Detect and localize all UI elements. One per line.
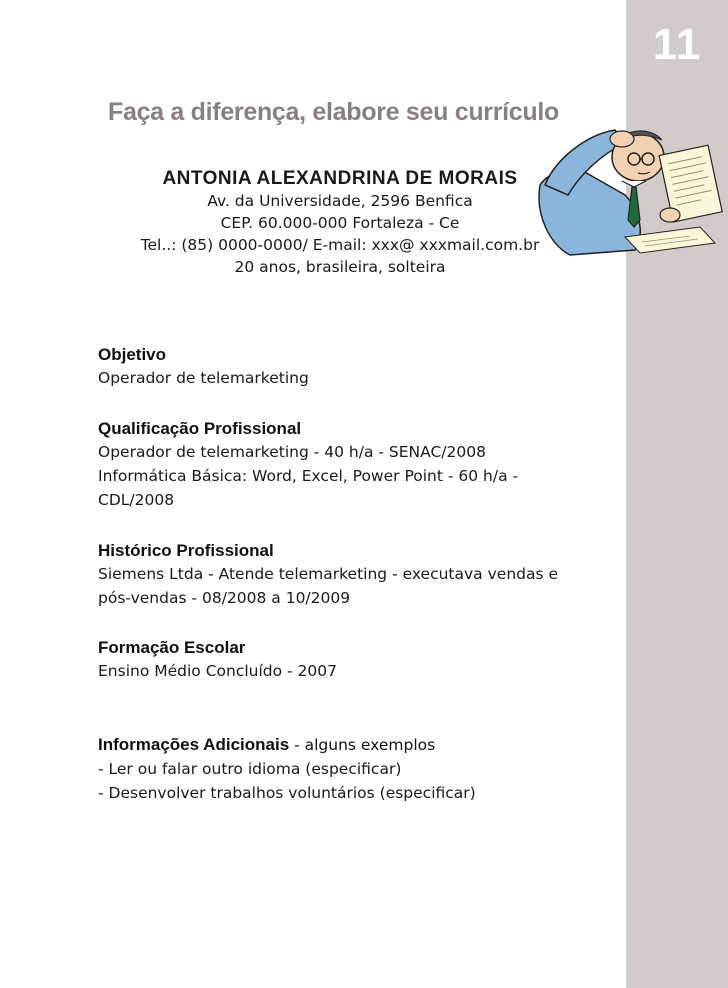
section-historico	[98, 539, 618, 610]
section-informacoes	[98, 733, 618, 805]
section-title-note: - alguns exemplos	[289, 736, 436, 754]
section-title: Informações Adicionais	[98, 735, 290, 754]
section-line: Informática Básica: Word, Excel, Power Point - 60 h/a -	[98, 467, 519, 485]
section-line: - Desenvolver trabalhos voluntários (especificar)	[98, 784, 476, 802]
section-line: Siemens Ltda - Atende telemarketing - executava vendas e	[98, 565, 559, 583]
personal-info-line: 20 anos, brasileira, solteira	[234, 258, 446, 276]
section-qualificacao	[98, 417, 618, 512]
section-line: Operador de telemarketing - 40 h/a - SENAC/2008	[98, 443, 486, 461]
page-number: 11	[652, 20, 702, 69]
section-title-row	[98, 733, 618, 757]
section-formacao	[98, 636, 618, 683]
section-title: Qualificação Profissional	[98, 419, 302, 438]
resume-header	[100, 168, 580, 278]
section-line: - Ler ou falar outro idioma (especificar)	[98, 760, 402, 778]
address-line: Av. da Universidade, 2596 Benfica	[207, 192, 473, 210]
cep-line: CEP. 60.000-000 Fortaleza - Ce	[220, 214, 460, 232]
section-title: Objetivo	[98, 345, 167, 364]
page-headline: Faça a diferença, elabore seu currículo	[108, 98, 559, 126]
section-line: pós-vendas - 08/2008 a 10/2009	[98, 589, 351, 607]
section-line: CDL/2008	[98, 491, 175, 509]
contact-line: Tel..: (85) 0000-0000/ E-mail: xxx@ xxxmail.com.br	[140, 236, 540, 254]
section-line: Operador de telemarketing	[98, 369, 309, 387]
section-line: Ensino Médio Concluído - 2007	[98, 662, 338, 680]
section-title: Histórico Profissional	[98, 541, 274, 560]
section-objetivo	[98, 343, 618, 390]
candidate-name: ANTONIA ALEXANDRINA DE MORAIS	[162, 168, 518, 189]
section-title: Formação Escolar	[98, 638, 246, 657]
